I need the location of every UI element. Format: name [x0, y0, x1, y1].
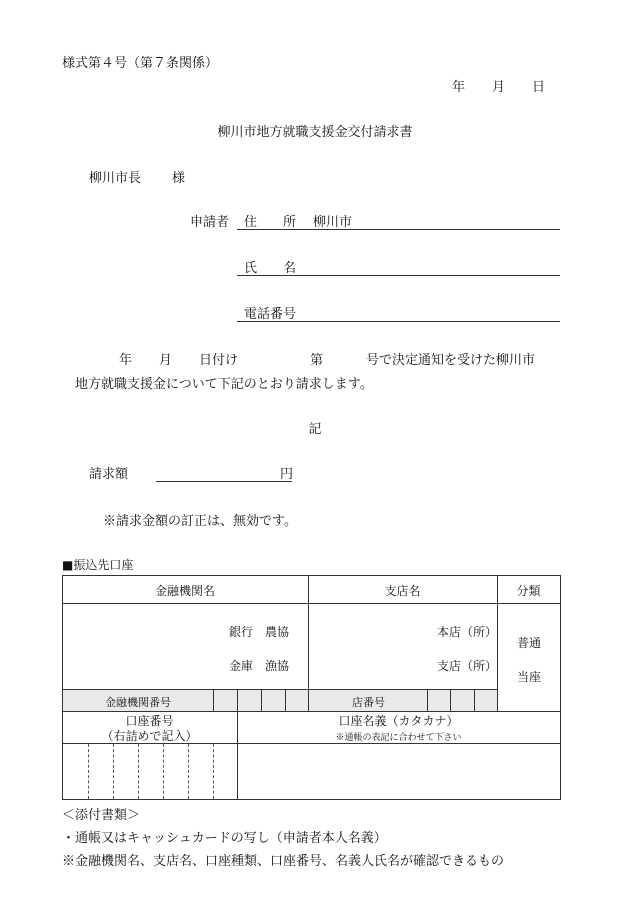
body-line2: 地方就職支援金について下記のとおり請求します。: [75, 377, 373, 392]
amount-underline: [156, 481, 292, 482]
amount-unit: 円: [280, 467, 294, 482]
body-number-prefix: 第: [310, 353, 324, 368]
account-digit-divider: [113, 744, 114, 799]
name-underline: [237, 275, 560, 276]
institution-code-label: 金融機関番号: [105, 696, 171, 709]
addressee-name: 柳川市長: [89, 171, 142, 186]
amount-label: 請求額: [89, 467, 129, 482]
ki-label: 記: [308, 422, 322, 437]
bank-kinds-row2: 金庫 漁協: [229, 659, 290, 673]
table-top-border: [62, 575, 561, 576]
account-digit-divider: [88, 744, 89, 799]
table-bottom-border: [62, 799, 561, 800]
document-title: 柳川市地方就職支援金交付請求書: [217, 125, 413, 140]
account-number-sub: （右詰めで記入）: [101, 729, 198, 743]
body-year: 年: [119, 353, 133, 368]
addressee-honorific: 様: [172, 171, 186, 186]
table-code-row-top: [62, 689, 497, 690]
phone-underline: [237, 321, 560, 322]
type-futsu-label: 普通: [517, 636, 542, 650]
col-institution-header: 金融機関名: [154, 584, 215, 598]
attachments-title: ＜添付書類＞: [62, 808, 141, 823]
account-name-note: ※通帳の表記に合わせて下さい: [335, 733, 462, 743]
type-touza-label: 当座: [517, 670, 542, 684]
branch-sub-label: 支店（所）: [437, 659, 498, 673]
account-digit-divider: [188, 744, 189, 799]
branch-main-label: 本店（所）: [437, 625, 498, 639]
account-number-label: 口座番号: [125, 714, 174, 728]
attachments-item2: ※金融機関名、支店名、口座種類、口座番号、名義人氏名が確認できるもの: [62, 854, 505, 869]
attachments-item1: ・通帳又はキャッシュカードの写し（申請者本人名義）: [62, 831, 387, 846]
account-name-label: 口座名義（カタカナ）: [338, 714, 459, 728]
form-number: 様式第４号（第７条関係）: [62, 56, 219, 71]
date-year-label: 年: [452, 80, 466, 95]
name-label: 氏 名: [244, 261, 297, 276]
branch-code-box-divider: [450, 689, 451, 711]
applicant-label: 申請者: [190, 215, 230, 230]
account-digit-divider: [163, 744, 164, 799]
date-day-label: 日: [532, 80, 546, 95]
address-underline: [237, 229, 560, 230]
col-type-header: 分類: [516, 584, 541, 598]
date-month-label: 月: [492, 80, 506, 95]
inst-code-box-divider: [213, 689, 214, 711]
body-number-suffix: 号で決定通知を受けた柳川市: [366, 353, 536, 368]
inst-code-box-divider: [285, 689, 286, 711]
address-value: 柳川市: [313, 215, 353, 230]
body-month: 月: [159, 353, 173, 368]
account-digit-divider: [138, 744, 139, 799]
bank-kinds-row1: 銀行 農協: [229, 625, 290, 639]
table-left-border: [62, 575, 63, 799]
col-branch-header: 支店名: [384, 584, 421, 598]
inst-code-box-divider: [261, 689, 262, 711]
table-header-border: [62, 603, 561, 604]
branch-code-box-divider: [474, 689, 475, 711]
inst-code-box-divider: [237, 689, 238, 711]
branch-code-label: 店番号: [352, 696, 385, 709]
address-label: 住 所: [244, 215, 297, 230]
body-date-suffix: 日付け: [199, 353, 239, 368]
branch-code-box-divider: [427, 689, 428, 711]
amount-note: ※請求金額の訂正は、無効です。: [103, 514, 297, 529]
bank-section-title: ■振込先口座: [62, 558, 134, 572]
table-right-border: [560, 575, 561, 799]
account-digit-divider: [213, 744, 214, 799]
phone-label: 電話番号: [244, 307, 297, 322]
